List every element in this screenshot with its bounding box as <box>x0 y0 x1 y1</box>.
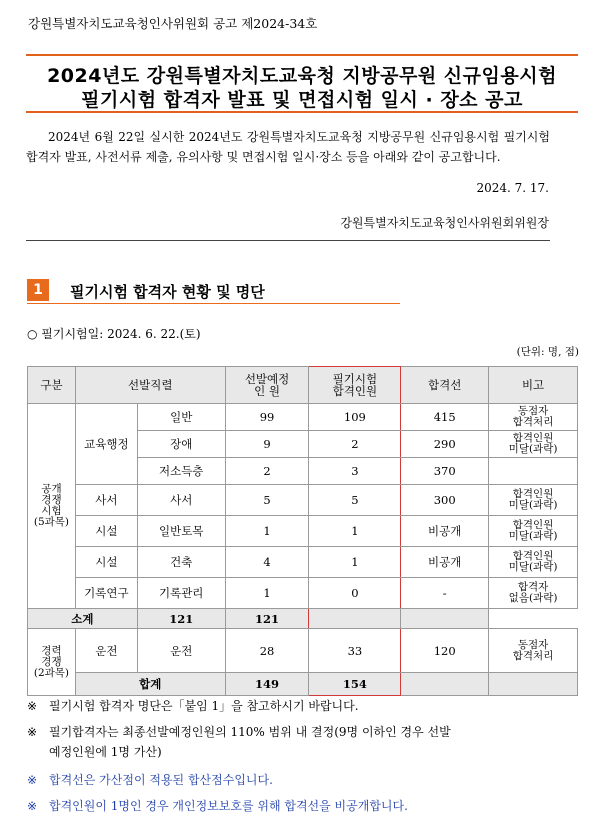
total-row: 합계 149 154 <box>28 673 578 696</box>
table-row: 장애 9 2 290 합격인원 미달(과락) <box>28 431 578 458</box>
table-row: 경력 경쟁 (2과목) 운전 운전 28 33 120 동점자 합격처리 <box>28 629 578 673</box>
header-remarks: 비고 <box>489 367 578 404</box>
table-row: 사서 사서 5 5 300 합격인원 미달(과락) <box>28 485 578 516</box>
group-open-competition: 공개 경쟁 시험 (5과목) <box>28 404 76 609</box>
header-passed: 필기시험 합격인원 <box>309 367 401 404</box>
section-number-badge: 1 <box>27 279 49 301</box>
group-career-competition: 경력 경쟁 (2과목) <box>28 629 76 696</box>
table-row: 저소득층 2 3 370 <box>28 458 578 485</box>
title-top-rule <box>26 54 578 56</box>
section-title: 필기시험 합격자 현황 및 명단 <box>70 283 265 301</box>
note-3: ※ 합격선은 가산점이 적용된 합산점수입니다. <box>27 773 273 787</box>
notice-number: 강원특별자치도교육청인사위원회 공고 제2024-34호 <box>28 16 318 31</box>
note-1: ※ 필기시험 합격자 명단은「붙임 1」을 참고하시기 바랍니다. <box>27 699 359 713</box>
header-category: 구분 <box>28 367 76 404</box>
table-header-row <box>28 367 578 404</box>
intro-paragraph: 2024년 6월 22일 실시한 2024년도 강원특별자치도교육청 지방공무원 신규임용시험 필기시험 합격자 발표, 사전서류 제출, 유의사항 및 면접시험 일시·장소 등을 아래와 같이 공고합니다. <box>26 130 550 164</box>
table-row: 시설 일반토목 1 1 비공개 합격인원 미달(과락) <box>28 516 578 547</box>
results-table <box>27 366 578 696</box>
note-2: ※ 필기합격자는 최종선발예정인원의 110% 범위 내 결정(9명 이하인 경우 선발 예정인원에 1명 가산) <box>27 725 451 759</box>
section-rule <box>27 303 400 304</box>
table-row: 시설 건축 4 1 비공개 합격인원 미달(과락) <box>28 547 578 578</box>
exam-date: ○ 필기시험일: 2024. 6. 22.(토) <box>27 327 201 341</box>
unit-label: (단위: 명, 점) <box>516 346 579 358</box>
title-bottom-rule <box>26 111 578 113</box>
group-edu-admin: 교육행정 <box>75 404 137 485</box>
divider <box>26 240 550 241</box>
issuer: 강원특별자치도교육청인사위원회위원장 <box>340 216 549 230</box>
notice-date: 2024. 7. 17. <box>476 181 549 195</box>
header-planned: 선발예정 인 원 <box>225 367 309 404</box>
note-4: ※ 합격인원이 1명인 경우 개인정보보호를 위해 합격선을 비공개합니다. <box>27 799 408 813</box>
table-row: 기록연구 기록관리 1 0 - 합격자 없음(과락) <box>28 578 578 609</box>
page-title-line1: 2024년도 강원특별자치도교육청 지방공무원 신규임용시험 <box>47 65 557 87</box>
table-row: 공개 경쟁 시험 (5과목) 교육행정 일반 99 109 415 동점자 합격처리 <box>28 404 578 431</box>
subtotal-row: 소계 121 121 <box>28 609 578 629</box>
header-position: 선발직렬 <box>75 367 225 404</box>
header-cutoff: 합격선 <box>401 367 489 404</box>
page-title-line2: 필기시험 합격자 발표 및 면접시험 일시 · 장소 공고 <box>81 89 523 111</box>
